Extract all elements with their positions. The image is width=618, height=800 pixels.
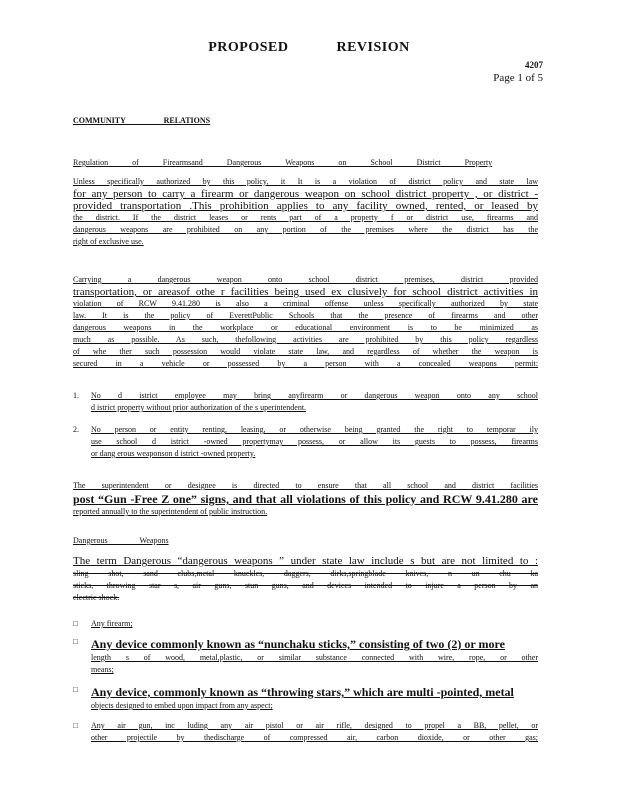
item1-line-1: Any firearm; [91,619,133,628]
item2-line-1: Any device commonly known as “nunchaku sticks,” consisting of two (2) or more [91,637,505,651]
item4-line-2: other projectile by thedischarge of compressed air, carbon dioxide, or other gas; [91,733,538,742]
section-heading-community-relations: COMMUNITY RELATIONS [73,116,211,125]
para2-line-4: law. It is the policy of EverettPublic Schools that the presence of firearms and other [73,311,538,320]
item2-line-2: length s of wood, metal,plastic, or similar substance connected with wire, rope, or other [91,653,538,662]
list1-line-1: No d istrict employee may bring anyfirearm or dangerous weapon onto any school [91,391,538,400]
para3-line-3: reported annually to the superintendent of public instruction. [73,507,268,516]
item3-line-2: objects designed to embed upon impact from any aspect; [91,701,273,710]
para3-line-1: The superintendent or designee is directed to ensure that all school and district facilities [73,481,538,490]
list1-line-2: d istrict property without prior authorization of the s uperintendent. [91,403,307,412]
para1-line-3: provided transportation .This prohibition applies to any facility owned, rented, or leased by [73,200,538,212]
list2-line-1: No person or entity renting, leasing, or otherwise being granted the right to temporar ily [91,425,538,434]
item4-line-1: Any air gun, inc luding any air pistol or air rifle, designed to propel a BB, pellet, or [91,721,538,730]
title-proposed: PROPOSED [208,40,289,55]
checkbox-bullet-icon: □ [73,721,78,730]
def-line-2: sling shot, sand clubs,metal knuckles, daggers, dirks,springblade knives, n un chu ka [73,569,538,578]
para1-line-4: the district. If the district leases or rents part of a property f or district use, firearms and [73,213,538,222]
numbered-list-item-1 [73,390,538,414]
section-heading-regulation: Regulation of Firearmsand Dangerous Weapons on School District Property [73,158,493,167]
para2-line-1: Carrying a dangerous weapon onto school district premises, district provided [73,275,538,284]
bullet-item-air-gun [73,720,538,744]
item3-line-1: Any device, commonly known as “throwing stars,” which are multi -pointed, metal [91,685,514,699]
def-line-3: sticks, throwing star s, air guns, stun guns, and devices intended to injure a person by an [73,581,538,590]
para2-line-6: much as possible. As such, thefollowing activities are prohibited by this policy regardless [73,335,538,344]
title-revision: REVISION [336,40,410,55]
bullet-item-firearm [73,618,538,630]
para1-line-2: for any person to carry a firearm or dangerous weapon on school district property , or district - [73,188,538,200]
def-line-1: The term Dangerous “dangerous weapons ” under state law include s but are not limited to : [73,555,538,567]
para2-line-2: transportation, or areasof othe r facilities being used ex clusively for school district activities in [73,286,538,298]
list2-line-3: or dang erous weaponson d istrict -owned property. [91,449,256,458]
para1-line-6: right of exclusive use. [73,237,144,246]
paragraph-definition [73,554,538,604]
numbered-list-item-2 [73,424,538,460]
para1-line-5: dangerous weapons are prohibited on any portion of the premises where the district has the [73,225,538,234]
para3-line-2: post “Gun -Free Z one” signs, and that all violations of this policy and RCW 9.41.280 are [73,492,538,506]
checkbox-bullet-icon: □ [73,637,78,646]
section-heading-dangerous-weapons: Dangerous Weapons [73,536,169,545]
para2-line-3: violation of RCW 9.41.280 is also a criminal offense unless specifically authorized by state [73,299,538,308]
paragraph-gun-free-zone [73,480,538,518]
para1-line-1: Unless specifically authorized by this policy, it It is a violation of district policy and state law [73,177,538,186]
list-number: 1. [73,391,79,400]
para2-line-8: secured in a vehicle or possessed by a person with a concealed weapons permit: [73,359,538,368]
item2-line-3: means; [91,665,114,674]
checkbox-bullet-icon: □ [73,619,78,628]
bullet-item-throwing-stars [73,684,538,712]
document-title [0,40,618,56]
page-number: Page 1 of 5 [493,72,543,84]
paragraph-criminal-offense [73,274,538,370]
def-line-4: electric shock. [73,593,120,602]
policy-code: 4207 [525,60,543,70]
list-number: 2. [73,425,79,434]
paragraph-prohibition [73,176,538,248]
checkbox-bullet-icon: □ [73,685,78,694]
bullet-item-nunchaku [73,636,538,676]
list2-line-2: use school d istrict -owned propertymay possess, or allow its guests to possess, firearms [91,437,538,446]
para2-line-7: of whe ther such possession would violate state law, and regardless of whether the weapon is [73,347,538,356]
para2-line-5: dangerous weapons in the workplace or educational environment is to be minimized as [73,323,538,332]
